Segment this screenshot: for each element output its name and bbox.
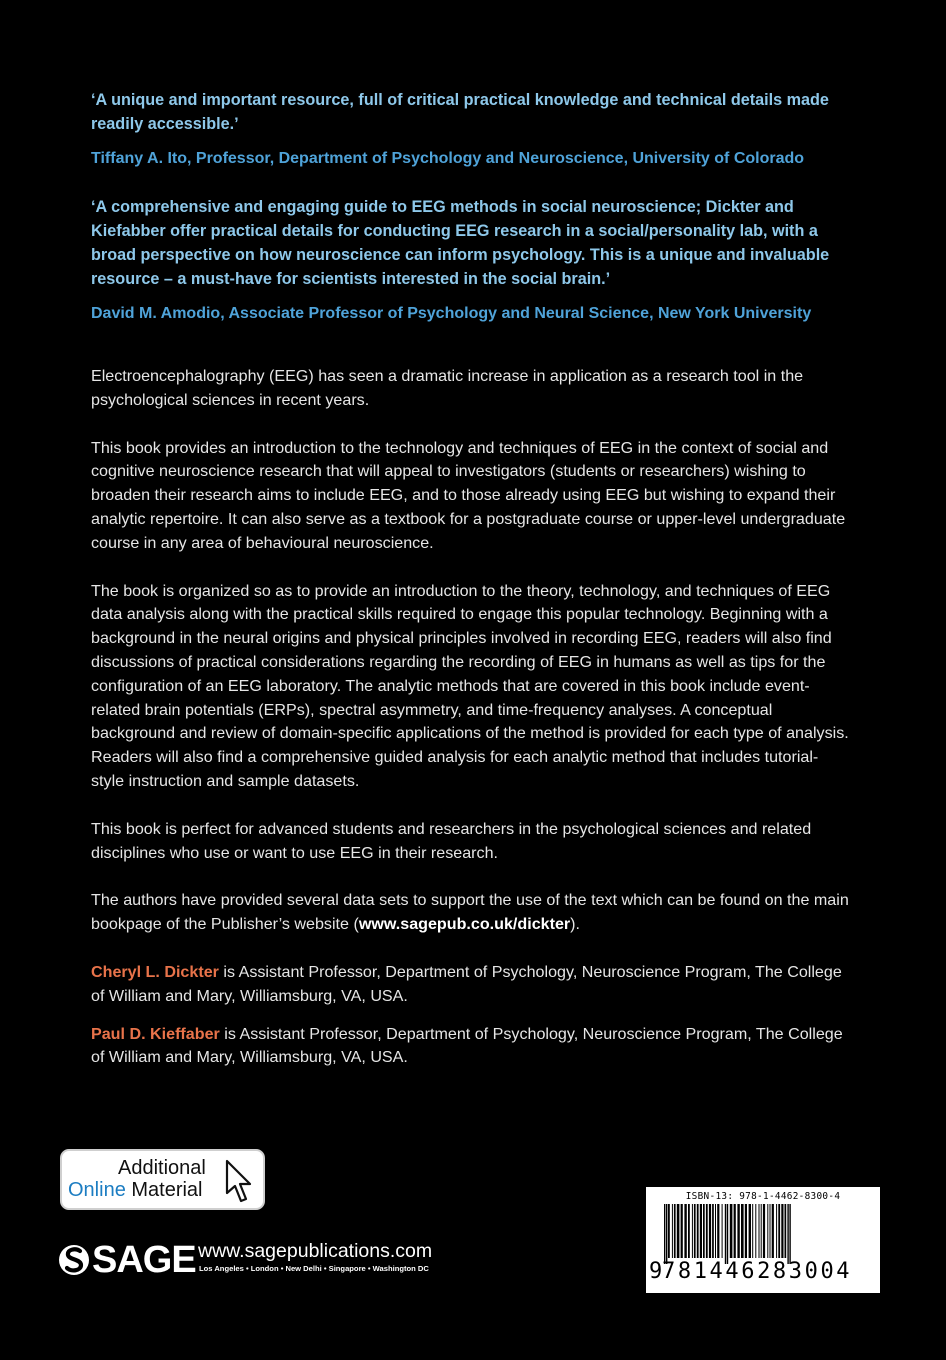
barcode-bar <box>668 1204 670 1258</box>
barcode-bar <box>700 1204 702 1258</box>
website-text-after: ). <box>570 915 581 934</box>
barcode-bar <box>737 1204 739 1258</box>
barcode-bar <box>781 1204 783 1258</box>
author-bio <box>91 1023 851 1071</box>
barcode-bar <box>755 1204 756 1258</box>
barcode-guard-bar <box>787 1204 788 1264</box>
barcode-first-digit: 9 <box>649 1259 663 1284</box>
book-description <box>91 365 851 1084</box>
sage-circle-icon <box>58 1240 94 1280</box>
barcode-bar <box>752 1204 753 1258</box>
isbn-label: ISBN-13: 978-1-4462-8300-4 <box>685 1191 841 1202</box>
publisher-cities: Los Angeles • London • New Delhi • Singapore • Washington DC <box>199 1264 429 1273</box>
author-name: Paul D. Kieffaber <box>91 1024 220 1043</box>
barcode-bar <box>722 1204 723 1258</box>
barcode-bar <box>778 1204 780 1258</box>
author-bio <box>91 961 851 1009</box>
barcode-bar <box>677 1204 680 1258</box>
barcode-guard-bar <box>727 1204 728 1264</box>
barcode-bar <box>770 1204 771 1258</box>
author-bio-text: is Assistant Professor, Department of Psychology, Neuroscience Program, The College of William and Mary, Williamsburg, VA, USA. <box>91 962 842 1005</box>
barcode-guard-bar <box>664 1204 665 1264</box>
online-material-line2 <box>68 1179 203 1201</box>
barcode-bar <box>767 1204 768 1258</box>
barcode-bar <box>717 1204 719 1258</box>
endorsement-attribution: Tiffany A. Ito, Professor, Department of Psychology and Neuroscience, University of Colorado <box>91 150 805 167</box>
barcode-bar <box>684 1204 686 1258</box>
barcode-bar <box>785 1204 787 1258</box>
barcode-bar <box>706 1204 708 1258</box>
description-paragraph: Electroencephalography (EEG) has seen a dramatic increase in application as a research tool in the psychological sciences in recent years. <box>91 367 804 409</box>
website-link[interactable]: www.sagepub.co.uk/dickter <box>358 915 571 934</box>
barcode-digits: 781446283004 <box>662 1259 853 1284</box>
description-paragraph: This book provides an introduction to the technology and techniques of EEG in the context of social and cognitive neuroscience research that will appeal to investigators (students or researchers) wishing to broaden their research aims to include EEG, and to those already using EEG but wishing to expand their analytic repertoire. It can also serve as a textbook for a postgraduate course or upper-level undergraduate course in any area of behavioural neuroscience. <box>91 438 846 552</box>
website-paragraph <box>91 889 851 937</box>
barcode-bar <box>681 1204 683 1258</box>
barcode-bar <box>741 1204 744 1258</box>
barcode-bar <box>712 1204 714 1258</box>
barcode-guard-bar <box>666 1204 667 1264</box>
barcode-bar <box>674 1204 676 1258</box>
endorsement-quote: ‘A comprehensive and engaging guide to EEG methods in social neuroscience; Dickter and Kiefabber offer practical details for conducting EEG research in a social/personality lab, with a broad perspective on how neuroscience can inform psychology. This is a unique and invaluable resource – a must-have for scientists interested in the social brain.’ <box>91 198 830 288</box>
barcode-bar <box>734 1204 736 1258</box>
barcode-bar <box>715 1204 716 1258</box>
online-word: Online <box>68 1179 126 1201</box>
endorsement-attribution: David M. Amodio, Associate Professor of Psychology and Neural Science, New York University <box>91 305 812 322</box>
endorsements <box>91 88 851 325</box>
isbn-barcode <box>646 1187 880 1293</box>
sage-wordmark: SAGE <box>92 1239 196 1281</box>
barcode-bar <box>730 1204 733 1258</box>
description-paragraph: This book is perfect for advanced students and researchers in the psychological sciences and related disciplines who use or want to use EEG in their research. <box>91 819 812 862</box>
cursor-arrow-icon <box>225 1159 253 1205</box>
author-bio-text: is Assistant Professor, Department of Psychology, Neuroscience Program, The College of William and Mary, Williamsburg, VA, USA. <box>91 1024 843 1067</box>
barcode-bar <box>692 1204 693 1258</box>
barcode-bar <box>745 1204 747 1258</box>
barcode-bar <box>672 1204 673 1258</box>
barcode-guard-bar <box>789 1204 790 1264</box>
description-paragraph: The book is organized so as to provide an introduction to the theory, technology, and techniques of EEG data analysis along with the practical skills required to engage this popular technology. Beginning with a background in the neural origins and physical principles involved in recording EEG, readers will also find discussions of practical considerations regarding the recording of EEG in humans as well as tips for the configuration of an EEG laboratory. The analytic methods that are covered in this book include event-related brain potentials (ERPs), spectral asymmetry, and time-frequency analyses. A conceptual background and review of domain-specific applications of the method is provided for each type of analysis. Readers will also find a comprehensive guided analysis for each analytic method that includes tutorial-style instruction and sample datasets. <box>91 581 849 790</box>
publisher-url[interactable]: www.sagepublications.com <box>198 1240 433 1262</box>
barcode-bar <box>749 1204 751 1258</box>
barcode-bar <box>688 1204 690 1258</box>
online-material-badge <box>60 1149 265 1210</box>
author-name: Cheryl L. Dickter <box>91 962 219 981</box>
barcode-bar <box>703 1204 705 1258</box>
barcode-bar <box>763 1204 765 1258</box>
online-material-line1: Additional <box>118 1157 206 1179</box>
barcode-bar <box>697 1204 699 1258</box>
website-text-before: The authors have provided several data sets to support the use of the text which can be found on the main bookpage of the Publisher’s website ( <box>91 891 849 934</box>
barcode-guard-bar <box>725 1204 726 1264</box>
barcode-bar <box>776 1204 777 1258</box>
barcode-bar <box>694 1204 696 1258</box>
barcode-bar <box>759 1204 760 1258</box>
endorsement-quote: ‘A unique and important resource, full of critical practical knowledge and technical details made readily accessible.’ <box>91 91 829 133</box>
barcode-bar <box>772 1204 774 1258</box>
barcode-bar <box>709 1204 711 1258</box>
barcode-bar <box>761 1204 762 1258</box>
material-word: Material <box>125 1179 203 1201</box>
